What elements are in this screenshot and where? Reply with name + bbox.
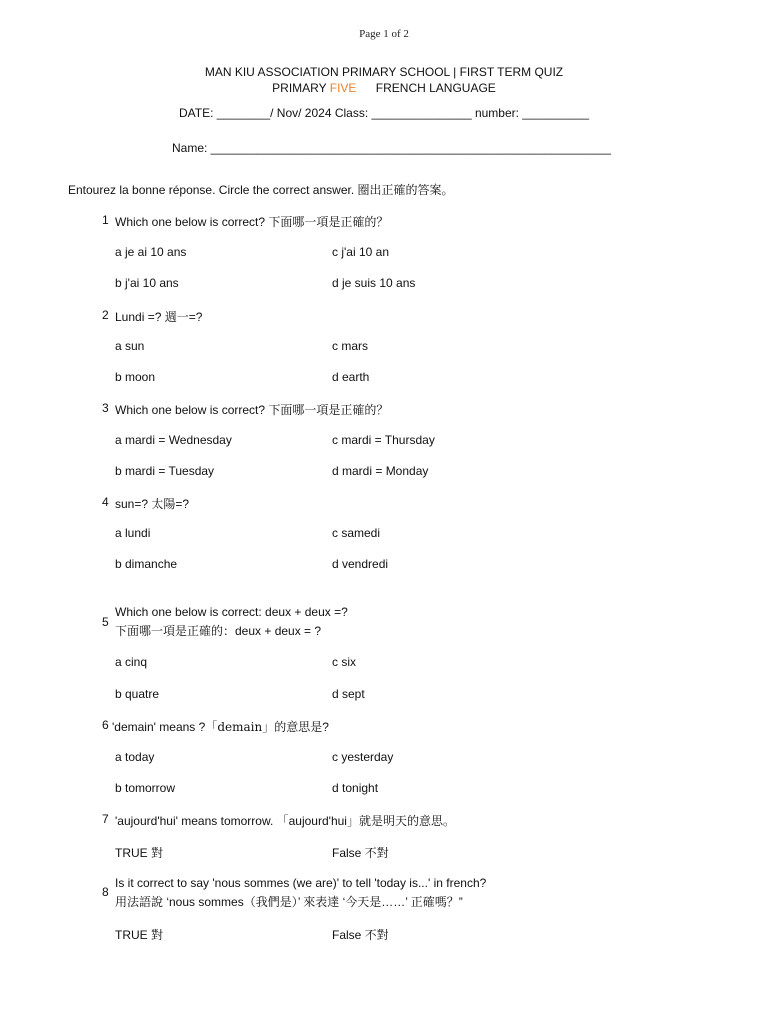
option-b[interactable]: b moon: [115, 370, 156, 384]
instructions: Entourez la bonne réponse. Circle the correct answer. 圈出正確的答案。: [68, 183, 454, 197]
question-text-post: 」的意思是?: [262, 720, 329, 734]
option-d[interactable]: d tonight: [332, 781, 379, 795]
option-b[interactable]: b j'ai 10 ans: [115, 276, 179, 290]
question-text-line-2: 用法語說 ‘nous sommes（我們是）’ 來表達 ‘今天是……’ 正確嗎？”: [115, 895, 463, 909]
grade-subject-line: [0, 81, 768, 95]
option-d[interactable]: d vendredi: [332, 557, 389, 571]
question-number: 5: [102, 615, 109, 629]
option-true[interactable]: TRUE 對: [115, 846, 164, 860]
option-d[interactable]: d je suis 10 ans: [332, 276, 416, 290]
question-number: 8: [102, 885, 109, 899]
question-number: 7: [102, 812, 109, 826]
question-keyword: demain: [217, 720, 263, 734]
option-b[interactable]: b mardi = Tuesday: [115, 464, 215, 478]
question-text: Which one below is correct? 下面哪一項是正確的？: [115, 403, 389, 417]
question-text-line-2: 下面哪一項是正確的：deux + deux = ?: [115, 624, 322, 638]
question-text-pre: 'demain' means ?「: [112, 720, 218, 734]
name-line: Name: ____________________________________________________________: [172, 141, 612, 155]
question-text-line-1: Is it correct to say 'nous sommes (we are)' to tell 'today is...' in french?: [115, 876, 487, 890]
option-d[interactable]: d mardi = Monday: [332, 464, 429, 478]
school-title: MAN KIU ASSOCIATION PRIMARY SCHOOL | FIRST TERM QUIZ: [204, 65, 564, 79]
question-number: 1: [102, 213, 109, 227]
option-c[interactable]: c mars: [332, 339, 368, 353]
option-b[interactable]: b quatre: [115, 687, 160, 701]
option-a[interactable]: a cinq: [115, 655, 148, 669]
option-c[interactable]: c six: [332, 655, 356, 669]
option-c[interactable]: c yesterday: [332, 750, 394, 764]
grade-highlight: FIVE: [329, 81, 357, 95]
option-c[interactable]: c j'ai 10 an: [332, 245, 389, 259]
option-a[interactable]: a je ai 10 ans: [115, 245, 187, 259]
option-true[interactable]: TRUE 對: [115, 928, 164, 942]
option-c[interactable]: c mardi = Thursday: [332, 433, 435, 447]
option-a[interactable]: a mardi = Wednesday: [115, 433, 232, 447]
option-d[interactable]: d sept: [332, 687, 365, 701]
question-text: [112, 718, 329, 735]
primary-label: PRIMARY: [272, 81, 327, 95]
question-number: 2: [102, 308, 109, 322]
question-text: Lundi =? 週一=?: [115, 310, 203, 324]
option-d[interactable]: d earth: [332, 370, 370, 384]
date-class-number-line: DATE: ________/ Nov/ 2024 Class: _______________ number: __________: [178, 106, 590, 120]
question-text: Which one below is correct? 下面哪一項是正確的？: [115, 215, 389, 229]
option-a[interactable]: a sun: [115, 339, 145, 353]
option-c[interactable]: c samedi: [332, 526, 381, 540]
page-number: Page 1 of 2: [359, 28, 409, 40]
question-text-line-1: Which one below is correct: deux + deux =?: [115, 605, 348, 619]
question-text: sun=? 太陽=?: [115, 497, 190, 511]
question-number: 6: [102, 718, 109, 732]
question-number: 3: [102, 401, 109, 415]
option-b[interactable]: b dimanche: [115, 557, 178, 571]
question-number: 4: [102, 495, 109, 509]
option-a[interactable]: a lundi: [115, 526, 151, 540]
option-false[interactable]: False 不對: [332, 928, 389, 942]
option-a[interactable]: a today: [115, 750, 155, 764]
question-text: 'aujourd'hui' means tomorrow. 「aujourd'hui」就是明天的意思。: [115, 814, 455, 828]
option-b[interactable]: b tomorrow: [115, 781, 176, 795]
subject-label: FRENCH LANGUAGE: [375, 81, 496, 95]
option-false[interactable]: False 不對: [332, 846, 389, 860]
